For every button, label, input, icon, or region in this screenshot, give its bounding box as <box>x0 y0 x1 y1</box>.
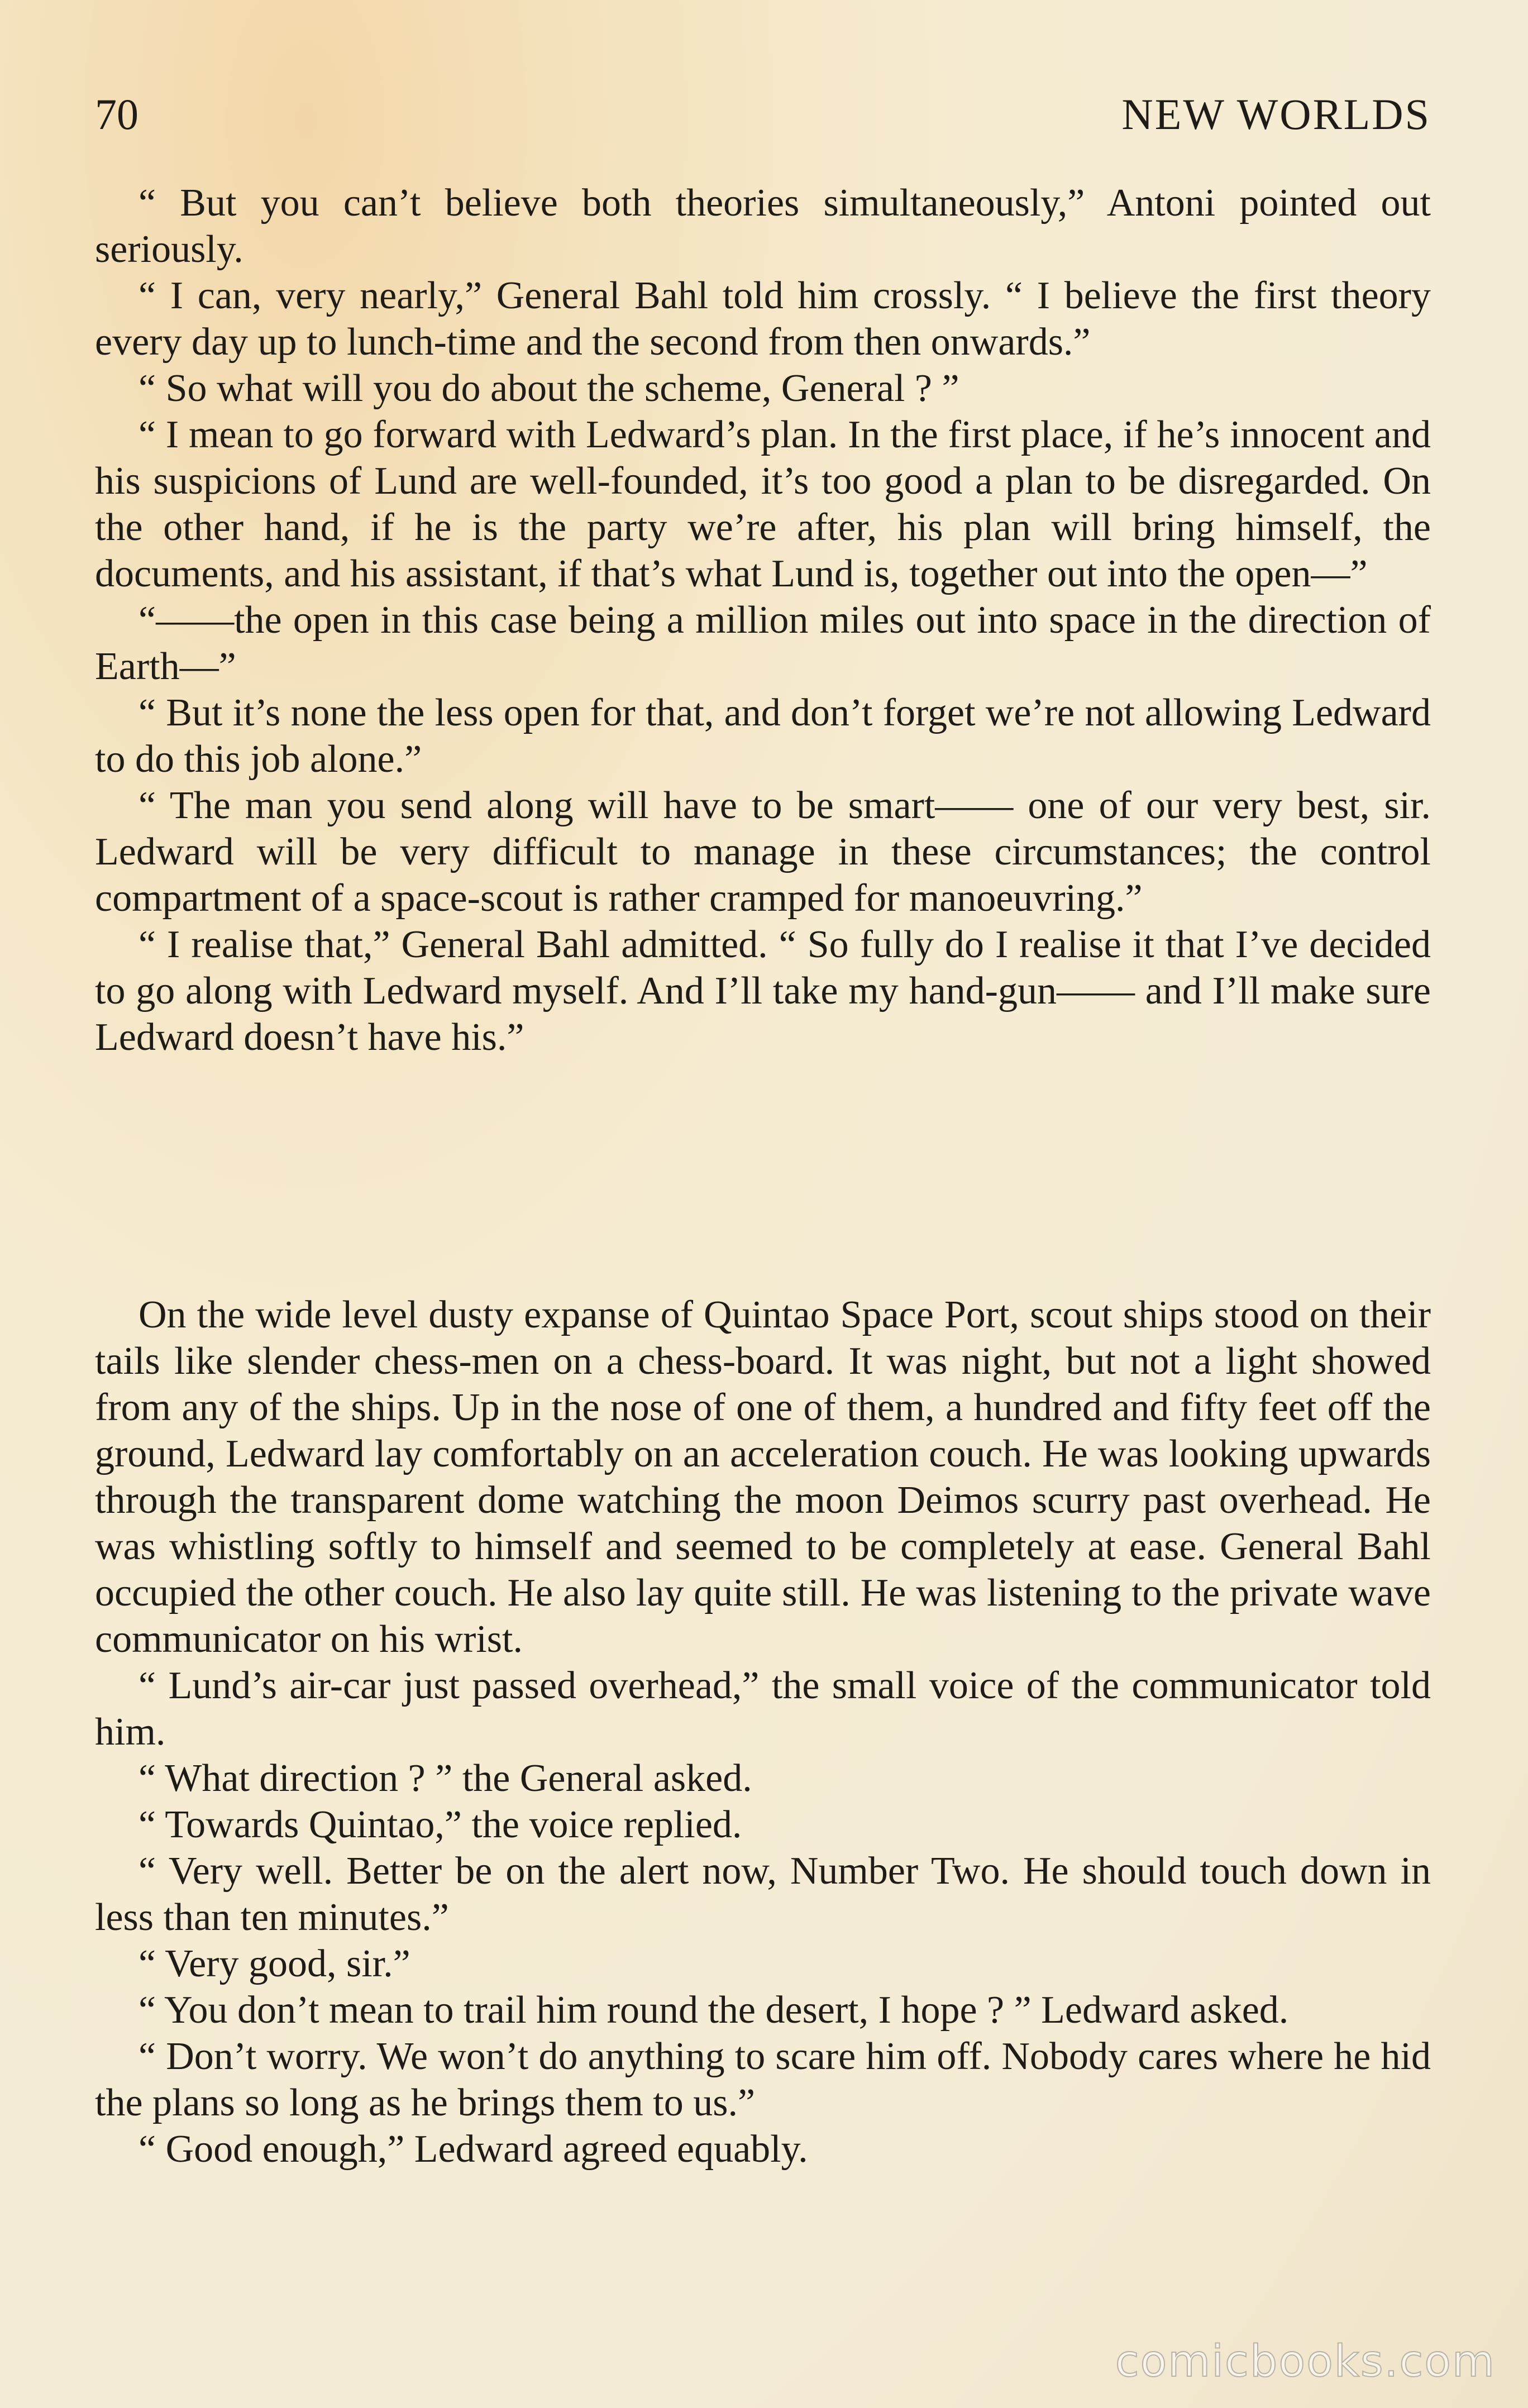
paragraph: “ You don’t mean to trail him round the desert, I hope ? ” Ledward asked. <box>139 1989 1289 2032</box>
paragraph: On the wide level dusty expanse of Quintao Space Port, scout ships stood on their tails like slender chess-men on a chess-board. It was night, but not a light showed from any of the ships. Up in the nose of one of them, a hundred and fifty feet off the ground, Ledward lay comfortably on an acceleration couch. He was looking upwards through the transparent dome watching the moon Deimos scurry past overhead. He was whistling softly to himself and seemed to be completely at ease. General Bahl occupied the other couch. He also lay quite still. He was listening to the private wave communicator on his wrist. <box>95 1293 1431 1661</box>
paragraph: “ Lund’s air-car just passed overhead,” the small voice of the communicator told him. <box>95 1664 1431 1754</box>
paragraph: “ So what will you do about the scheme, General ? ” <box>139 367 959 410</box>
paragraph: “ Towards Quintao,” the voice replied. <box>139 1803 742 1846</box>
running-head: NEW WORLDS <box>1121 90 1431 138</box>
paragraph: “ But it’s none the less open for that, and don’t forget we’re not allowing Ledward to do this job alone.” <box>95 691 1431 781</box>
watermark: comicbooks.com <box>1115 2337 1496 2387</box>
dialogue-section <box>95 180 1431 1060</box>
paragraph: “ But you can’t believe both theories simultaneously,” Antoni pointed out seriously. <box>95 181 1431 271</box>
paragraph: “ Very well. Better be on the alert now, Number Two. He should touch down in less than ten minutes.” <box>95 1850 1431 1939</box>
page-number: 70 <box>95 90 139 138</box>
paragraph: “ I realise that,” General Bahl admitted. “ So fully do I realise it that I’ve decided to go along with Ledward myself. And I’ll take my hand-gun—— and I’ll make sure Ledward doesn’t have his.” <box>95 923 1431 1059</box>
narrative-section <box>95 1292 1431 2172</box>
paragraph: “ Good enough,” Ledward agreed equably. <box>139 2128 808 2171</box>
paragraph: “ Don’t worry. We won’t do anything to scare him off. Nobody cares where he hid the plans so long as he brings them to us.” <box>95 2035 1431 2124</box>
paragraph: “ Very good, sir.” <box>139 1942 410 1985</box>
paragraph: “ The man you send along will have to be smart—— one of our very best, sir. Ledward will be very difficult to manage in these circumstances; the control compartment of a space-scout is rather cramped for manoeuvring.” <box>95 784 1431 920</box>
paragraph: “ What direction ? ” the General asked. <box>139 1757 752 1800</box>
paragraph: “——the open in this case being a million miles out into space in the direction of Earth—” <box>95 599 1431 688</box>
paragraph: “ I mean to go forward with Ledward’s plan. In the first place, if he’s innocent and his suspicions of Lund are well-founded, it’s too good a plan to be disregarded. On the other hand, if he is the party we’re after, his plan will bring himself, the documents, and his assistant, if that’s what Lund is, together out into the open—” <box>95 413 1431 595</box>
paragraph: “ I can, very nearly,” General Bahl told him crossly. “ I believe the first theory every day up to lunch-time and the second from then onwards.” <box>95 274 1431 364</box>
page-header <box>95 84 1431 145</box>
